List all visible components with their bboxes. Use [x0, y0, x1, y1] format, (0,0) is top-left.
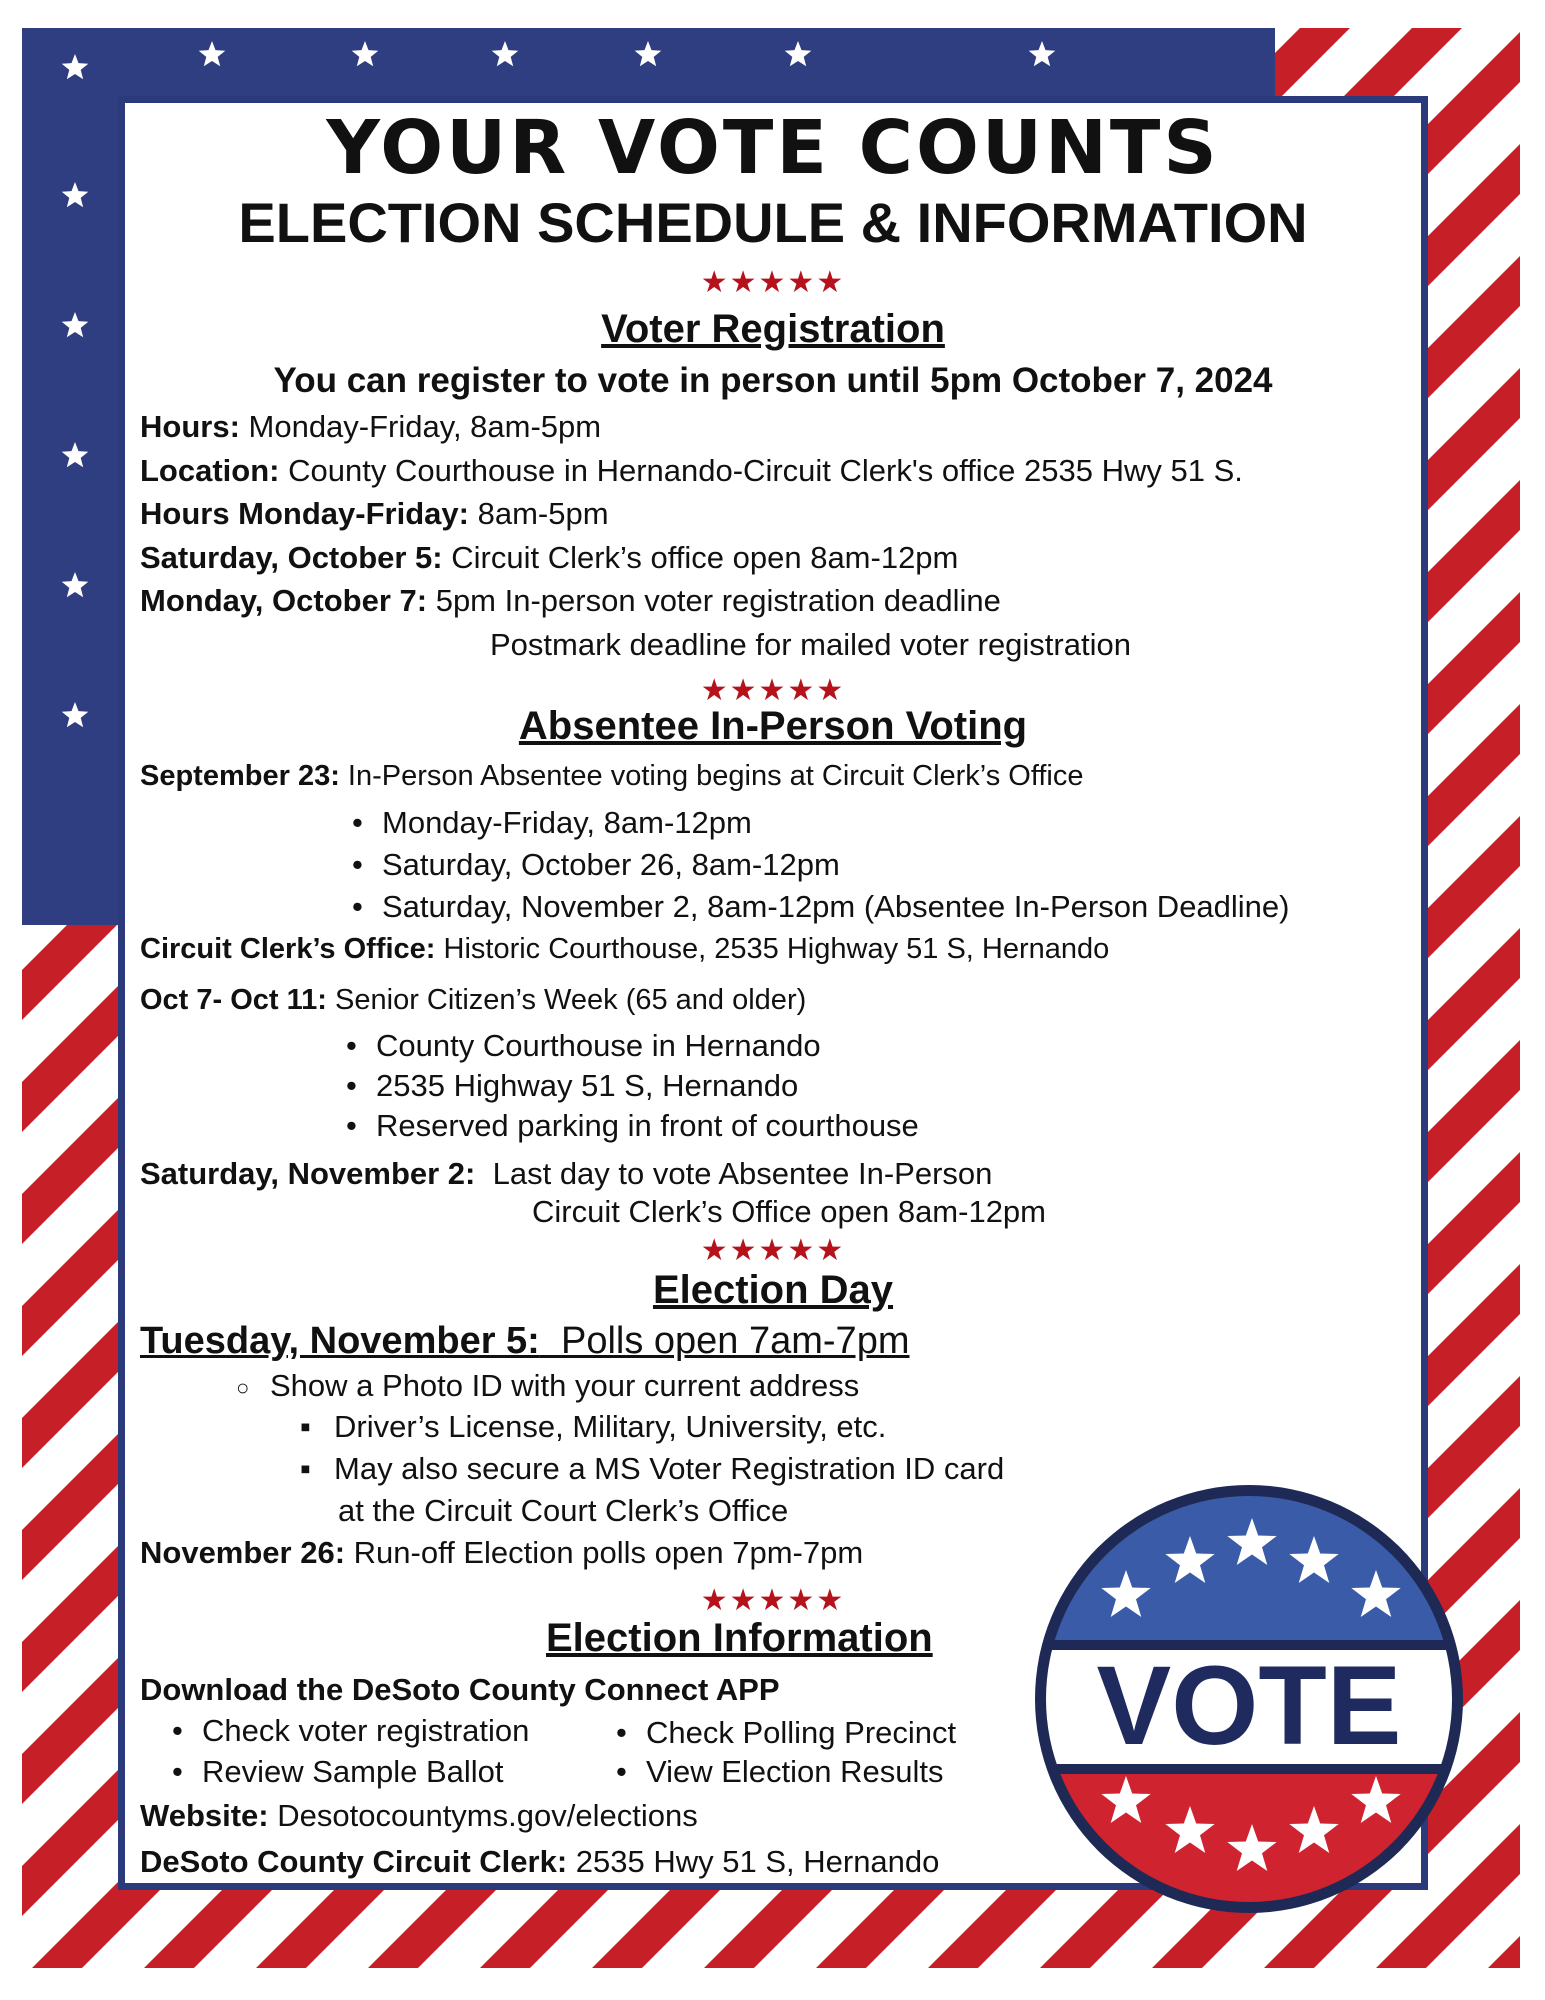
page-subtitle: ELECTION SCHEDULE & INFORMATION: [238, 191, 1308, 254]
reg-location: Location: County Courthouse in Hernando-Circuit Clerk's office 2535 Hwy 51 S.: [140, 453, 1243, 488]
website-link[interactable]: Desotocountyms.gov/elections: [277, 1798, 698, 1833]
app-feature: • Check voter registration: [172, 1712, 529, 1750]
reg-monday-postmark: Postmark deadline for mailed voter registration: [490, 627, 1131, 662]
section-heading-election-day: Election Day: [652, 1268, 894, 1312]
section-heading-election-info: Election Information: [546, 1616, 933, 1660]
photo-id-subitem: ▪ Driver’s License, Military, University, etc.: [300, 1408, 886, 1446]
app-download: Download the DeSoto County Connect APP: [140, 1672, 780, 1707]
section-heading-voter-registration: Voter Registration: [601, 307, 945, 351]
reg-hours: Hours: Monday-Friday, 8am-5pm: [140, 409, 602, 444]
absentee-last-day: Saturday, November 2: Last day to vote Absentee In-Person: [140, 1156, 993, 1191]
star-divider: ★★★★★: [700, 674, 846, 707]
vote-button-badge: [1028, 1478, 1470, 1920]
absentee-last-day-hours: Circuit Clerk’s Office open 8am-12pm: [532, 1194, 1046, 1229]
star-divider: ★★★★★: [700, 1584, 846, 1617]
website-line: Website: Desotocountyms.gov/elections: [140, 1798, 698, 1833]
reg-saturday: Saturday, October 5: Circuit Clerk’s office open 8am-12pm: [140, 540, 959, 575]
absentee-senior-week: Oct 7- Oct 11: Senior Citizen’s Week (65 and older): [140, 984, 807, 1016]
registration-intro: You can register to vote in person until 5pm October 7, 2024: [273, 361, 1273, 400]
page-title: YOUR VOTE COUNTS: [326, 105, 1220, 191]
app-feature: • View Election Results: [616, 1753, 944, 1791]
absentee-bullet: • Saturday, October 26, 8am-12pm: [352, 846, 840, 884]
senior-bullet: • County Courthouse in Hernando: [346, 1027, 821, 1065]
app-feature: • Check Polling Precinct: [616, 1714, 956, 1752]
app-feature: • Review Sample Ballot: [172, 1753, 504, 1791]
absentee-bullet: • Monday-Friday, 8am-12pm: [352, 804, 752, 842]
star-divider: ★★★★★: [700, 266, 846, 299]
reg-monday: Monday, October 7: 5pm In-person voter registration deadline: [140, 583, 1001, 618]
star-divider: ★★★★★: [700, 1234, 846, 1267]
reg-hours-weekday: Hours Monday-Friday: 8am-5pm: [140, 496, 609, 531]
absentee-bullet: • Saturday, November 2, 8am-12pm (Absentee In-Person Deadline): [352, 888, 1290, 926]
senior-bullet: • 2535 Highway 51 S, Hernando: [346, 1067, 798, 1105]
clerk-address: DeSoto County Circuit Clerk: 2535 Hwy 51 S, Hernando: [140, 1844, 940, 1879]
vote-badge-text: VOTE: [1096, 1643, 1402, 1768]
absentee-office: Circuit Clerk’s Office: Historic Courthouse, 2535 Highway 51 S, Hernando: [140, 933, 1110, 965]
section-heading-absentee: Absentee In-Person Voting: [518, 704, 1028, 748]
election-day-date: Tuesday, November 5: Polls open 7am-7pm: [140, 1320, 910, 1362]
photo-id-subitem-cont: at the Circuit Court Clerk’s Office: [338, 1493, 789, 1528]
absentee-september: September 23: In-Person Absentee voting begins at Circuit Clerk’s Office: [140, 760, 1084, 792]
photo-id-item: ○ Show a Photo ID with your current address: [236, 1367, 859, 1407]
runoff-election: November 26: Run-off Election polls open 7pm-7pm: [140, 1535, 864, 1570]
senior-bullet: • Reserved parking in front of courthouse: [346, 1107, 919, 1145]
photo-id-subitem: ▪ May also secure a MS Voter Registration ID card: [300, 1450, 1004, 1488]
